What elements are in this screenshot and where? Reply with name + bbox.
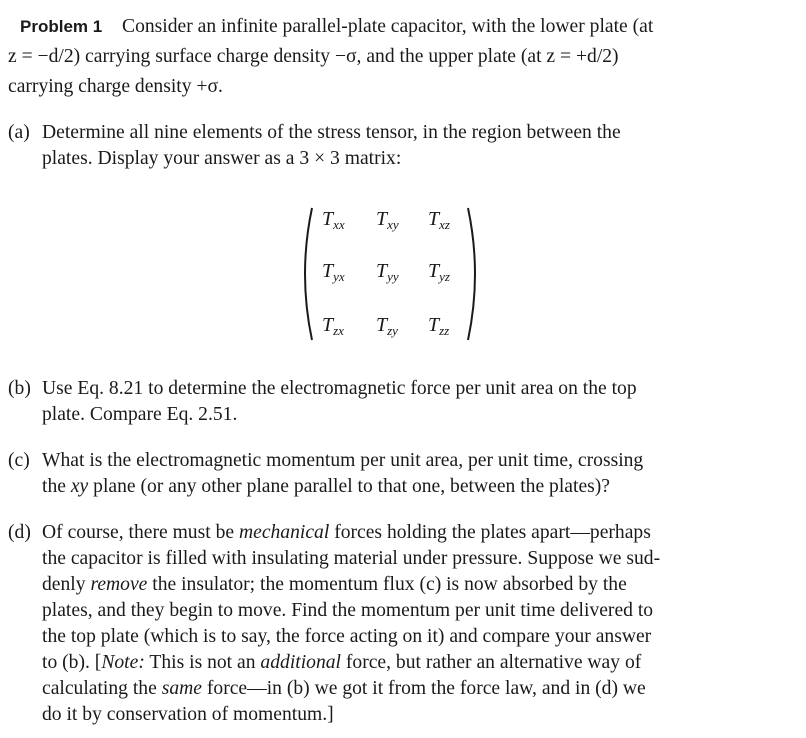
part-d-label: (d) xyxy=(8,522,31,543)
stress-tensor-matrix xyxy=(296,204,484,344)
part-d-line-4: plates, and they begin to move. Find the momentum per unit time delivered to xyxy=(42,600,654,621)
part-d-text xyxy=(42,520,736,728)
part-c-text xyxy=(42,448,736,500)
cell-txz: $T_{xz}$ xyxy=(428,208,450,232)
cell-txy: $T_{xy}$ xyxy=(376,208,399,232)
cell-tyz: $T_{yz}$ xyxy=(428,260,450,284)
part-a-line-2: plates. Display your answer as a 3 × 3 matrix: xyxy=(42,148,402,169)
cell-tzy: $T_{zy}$ xyxy=(376,314,398,338)
problem-line-3 xyxy=(8,74,223,100)
part-c-line-2: the xy plane (or any other plane parallel to that one, between the plates)? xyxy=(42,476,610,497)
part-d-line-8: do it by conservation of momentum.] xyxy=(42,704,334,725)
problem-text-line-3: carrying charge density +σ. xyxy=(8,76,223,97)
left-parenthesis xyxy=(296,204,316,344)
problem-text-line-1: Consider an infinite parallel-plate capacitor, with the lower plate (at xyxy=(122,16,654,37)
part-b-line-2: plate. Compare Eq. 2.51. xyxy=(42,404,238,425)
right-parenthesis xyxy=(464,204,484,344)
part-d-line-1: Of course, there must be mechanical forces holding the plates apart—perhaps xyxy=(42,522,651,543)
problem-label: Problem 1 xyxy=(20,17,103,36)
cell-tzx: $T_{zx}$ xyxy=(322,314,344,338)
problem-line-2 xyxy=(8,44,736,70)
part-b-label: (b) xyxy=(8,378,31,399)
cell-tzz: $T_{zz}$ xyxy=(428,314,450,338)
part-d-line-3: denly remove the insulator; the momentum flux (c) is now absorbed by the xyxy=(42,574,627,595)
part-d-line-6: to (b). [Note: This is not an additional force, but rather an alternative way of xyxy=(42,652,642,673)
part-b-text xyxy=(42,376,736,428)
part-a-label: (a) xyxy=(8,122,30,143)
part-d-line-7: calculating the same force—in (b) we got it from the force law, and in (d) we xyxy=(42,678,646,699)
cell-tyx: $T_{yx}$ xyxy=(322,260,345,284)
part-d-line-2: the capacitor is filled with insulating material under pressure. Suppose we sud- xyxy=(42,548,661,569)
part-c-line-1: What is the electromagnetic momentum per unit area, per unit time, crossing xyxy=(42,450,644,471)
problem-text-line-2: z = −d/2) carrying surface charge density −σ, and the upper plate (at z = +d/2) xyxy=(8,46,619,67)
cell-txx: $T_{xx}$ xyxy=(322,208,345,232)
cell-tyy: $T_{yy}$ xyxy=(376,260,399,284)
part-a-line-1: Determine all nine elements of the stress tensor, in the region between the xyxy=(42,122,621,143)
xy-symbol: xy xyxy=(70,476,89,497)
problem-line-1 xyxy=(20,14,736,40)
part-c-label: (c) xyxy=(8,450,30,471)
part-d-line-5: the top plate (which is to say, the force acting on it) and compare your answer xyxy=(42,626,652,647)
part-b-line-1: Use Eq. 8.21 to determine the electromagnetic force per unit area on the top xyxy=(42,378,637,399)
part-a-text xyxy=(42,120,736,172)
